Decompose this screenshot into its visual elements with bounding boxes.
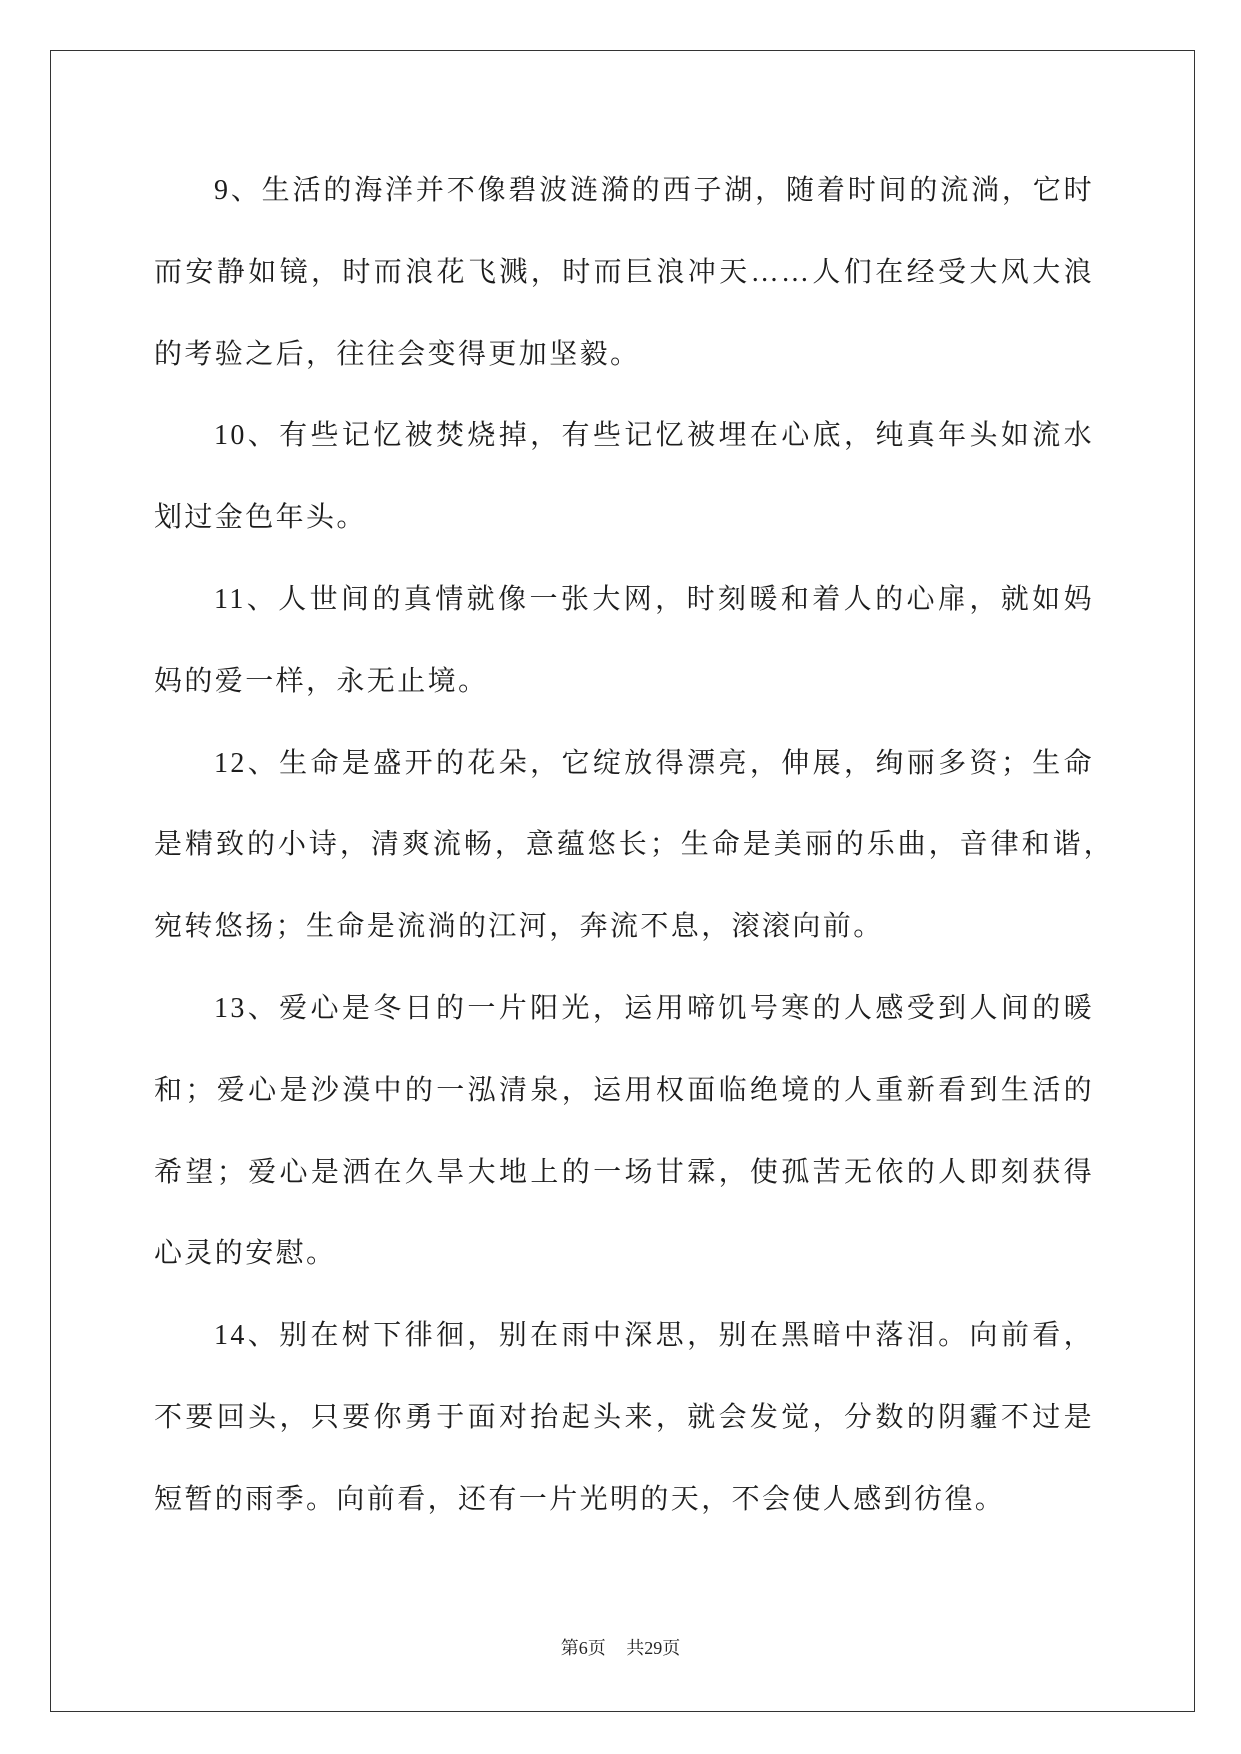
text-line: 的考验之后，往往会变得更加坚毅。 bbox=[154, 338, 641, 370]
text-line: 宛转悠扬；生命是流淌的江河，奔流不息，滚滚向前。 bbox=[154, 911, 884, 943]
paragraph-13 bbox=[154, 968, 1094, 1295]
document-body bbox=[154, 150, 1114, 1541]
text-line: 短暂的雨季。向前看，还有一片光明的天，不会使人感到彷徨。 bbox=[154, 1483, 1006, 1515]
text-line: 14、别在树下徘徊，别在雨中深思，别在黑暗中落泪。向前看， bbox=[214, 1320, 1094, 1352]
text-line: 不要回头，只要你勇于面对抬起头来，就会发觉，分数的阴霾不过是 bbox=[154, 1401, 1094, 1433]
paragraph-9 bbox=[154, 150, 1094, 395]
text-line: 11、人世间的真情就像一张大网，时刻暖和着人的心扉，就如妈 bbox=[214, 583, 1094, 615]
text-line: 13、爱心是冬日的一片阳光，运用啼饥号寒的人感受到人间的暖 bbox=[214, 992, 1094, 1024]
page-number-footer bbox=[0, 1636, 1241, 1660]
text-line: 妈的爱一样，永无止境。 bbox=[154, 665, 489, 697]
text-line: 心灵的安慰。 bbox=[154, 1238, 337, 1270]
paragraph-12 bbox=[154, 723, 1114, 968]
current-page-label: 第6页 bbox=[560, 1638, 606, 1658]
text-line: 10、有些记忆被焚烧掉，有些记忆被埋在心底，纯真年头如流水 bbox=[214, 420, 1094, 452]
text-line: 而安静如镜，时而浪花飞溅，时而巨浪冲天……人们在经受大风大浪 bbox=[154, 256, 1094, 288]
text-line: 和；爱心是沙漠中的一泓清泉，运用权面临绝境的人重新看到生活的 bbox=[154, 1074, 1094, 1106]
text-line: 12、生命是盛开的花朵，它绽放得漂亮，伸展，绚丽多资；生命 bbox=[214, 747, 1094, 779]
text-line: 划过金色年头。 bbox=[154, 502, 367, 534]
paragraph-11 bbox=[154, 559, 1094, 723]
total-pages-label: 共29页 bbox=[626, 1638, 681, 1658]
paragraph-14 bbox=[154, 1295, 1094, 1540]
text-line: 是精致的小诗，清爽流畅，意蕴悠长；生命是美丽的乐曲，音律和谐， bbox=[154, 829, 1114, 861]
paragraph-10 bbox=[154, 395, 1094, 559]
text-line: 9、生活的海洋并不像碧波涟漪的西子湖，随着时间的流淌，它时 bbox=[214, 175, 1094, 206]
text-line: 希望；爱心是洒在久旱大地上的一场甘霖，使孤苦无依的人即刻获得 bbox=[154, 1156, 1094, 1188]
